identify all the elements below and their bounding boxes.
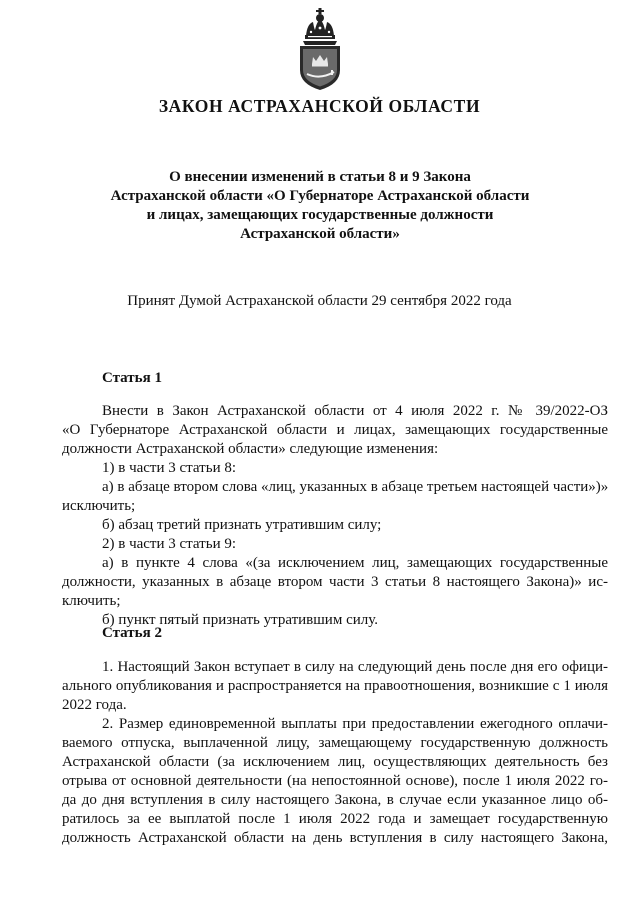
law-subject — [60, 168, 580, 244]
text-line: должности Астраханской области» следующие изменения: — [62, 441, 439, 457]
subject-line: Астраханской области» — [240, 226, 400, 242]
text-line: отрыва от основной деятельности (на непостоянной основе), после 1 июля 2022 го- — [62, 773, 608, 789]
text-line: 1) в части 3 статьи 8: — [102, 460, 237, 476]
article-1-body — [62, 402, 608, 630]
text-line: б) пункт пятый признать утратившим силу. — [102, 612, 378, 628]
article-2-heading: Статья 2 — [102, 625, 162, 641]
text-line: исключить; — [62, 498, 136, 514]
text-line: Астраханской области (за исключением лиц, осуществляющих деятельность без — [62, 754, 608, 770]
adoption-note: Принят Думой Астраханской области 29 сентября 2022 года — [127, 293, 512, 309]
text-line: «О Губернаторе Астраханской области и лицах, замещающих государственные — [62, 422, 608, 438]
text-line: ключить; — [62, 593, 121, 609]
text-line: ваемого отпуска, выплаченной лицу, замещающему государственную должность — [62, 735, 608, 751]
text-line: 2) в части 3 статьи 9: — [102, 536, 237, 552]
text-line: Внести в Закон Астраханской области от 4 июля 2022 г. № 39/2022-ОЗ — [102, 403, 608, 419]
text-line: ратилось за ее выплатой после 1 июля 2022 года и замещает государственную — [62, 811, 608, 827]
subject-line: и лицах, замещающих государственные должности — [146, 207, 494, 223]
text-line: 2022 года. — [62, 697, 127, 713]
subject-line: Астраханской области «О Губернаторе Астраханской области — [110, 188, 530, 204]
coat-of-arms-emblem — [293, 8, 347, 92]
article-1-heading: Статья 1 — [102, 370, 162, 386]
law-title: ЗАКОН АСТРАХАНСКОЙ ОБЛАСТИ — [158, 96, 481, 116]
text-line: а) в абзаце втором слова «лиц, указанных в абзаце третьем настоящей части»)» — [102, 479, 609, 495]
article-2-body — [62, 658, 608, 848]
text-line: 2. Размер единовременной выплаты при предоставлении ежегодного оплачи- — [102, 716, 608, 732]
text-line: ального опубликования и распространяется на правоотношения, возникшие с 1 июля — [62, 678, 608, 694]
text-line: б) абзац третий признать утратившим силу; — [102, 517, 382, 533]
text-line: должность Астраханской области на день вступления в силу настоящего Закона, — [62, 830, 608, 846]
subject-line: О внесении изменений в статьи 8 и 9 Закона — [169, 169, 471, 185]
text-line: 1. Настоящий Закон вступает в силу на следующий день после дня его офици- — [102, 659, 608, 675]
text-line: а) в пункте 4 слова «(за исключением лиц, замещающих государственные — [102, 555, 608, 571]
text-line: должности, указанных в абзаце втором части 3 статьи 8 настоящего Закона)» ис- — [62, 574, 608, 590]
text-line: да до дня вступления в силу настоящего Закона, в случае если указанное лицо об- — [62, 792, 608, 808]
